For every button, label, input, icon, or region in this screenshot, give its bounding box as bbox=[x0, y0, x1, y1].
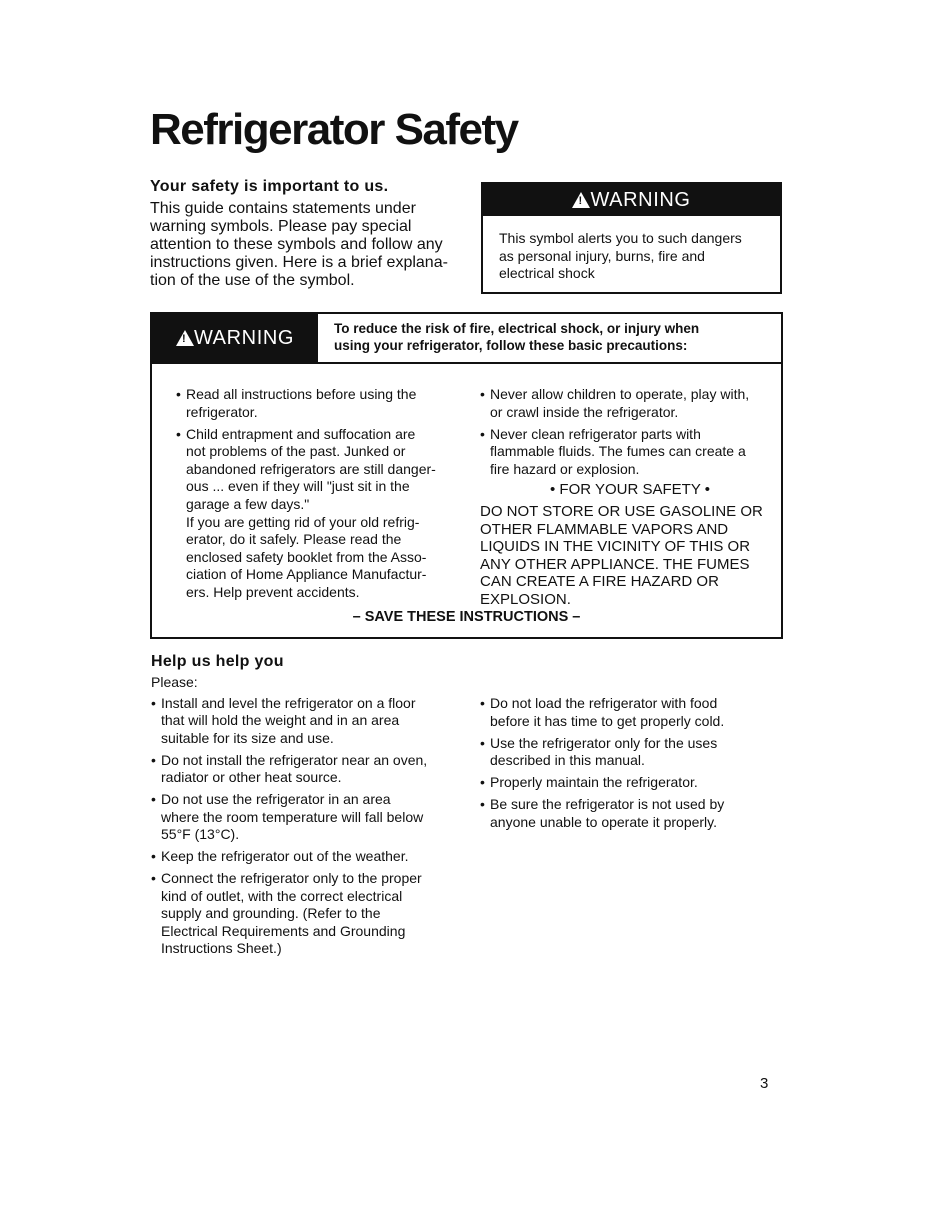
warning-precautions-bar bbox=[152, 314, 318, 362]
warning-symbol-box bbox=[481, 182, 782, 294]
text-line: warning symbols. Please pay special bbox=[150, 218, 412, 235]
text-line: that will hold the weight and in an area bbox=[161, 712, 400, 728]
text-line: before it has time to get properly cold. bbox=[490, 712, 725, 729]
text-line: ciation of Home Appliance Manufactur- bbox=[186, 566, 427, 582]
text-line: DO NOT STORE OR USE GASOLINE OR bbox=[480, 503, 763, 520]
text-line: CAN CREATE A FIRE HAZARD OR bbox=[480, 573, 719, 590]
text-line: abandoned refrigerators are still danger- bbox=[186, 460, 436, 477]
text-line: • Never clean refrigerator parts with bbox=[490, 425, 701, 442]
text-line: or crawl inside the refrigerator. bbox=[490, 403, 679, 420]
list-item bbox=[480, 796, 780, 831]
help-section bbox=[151, 653, 471, 962]
warning-triangle-icon bbox=[572, 192, 590, 208]
text-line: • Install and level the refrigerator on a floor bbox=[161, 694, 416, 711]
text-line: anyone unable to operate it properly. bbox=[490, 813, 718, 830]
text-line: EXPLOSION. bbox=[480, 590, 571, 608]
text-line: • Be sure the refrigerator is not used by bbox=[490, 796, 725, 812]
text-line: erator, do it safely. Please read the bbox=[186, 531, 402, 547]
text-line: • Connect the refrigerator only to the proper bbox=[161, 870, 422, 886]
list-item bbox=[480, 426, 780, 479]
list-item bbox=[480, 774, 780, 792]
help-right-list bbox=[480, 695, 780, 831]
text-line: • Child entrapment and suffocation are bbox=[186, 425, 416, 442]
help-heading: Help us help you bbox=[151, 653, 284, 670]
list-item bbox=[151, 791, 471, 844]
warning-symbol-text bbox=[483, 216, 780, 283]
text-line: enclosed safety booklet from the Asso- bbox=[186, 548, 427, 565]
help-left-list bbox=[151, 695, 471, 958]
list-item bbox=[480, 695, 780, 730]
text-line: radiator or other heat source. bbox=[161, 769, 342, 785]
save-instructions: – SAVE THESE INSTRUCTIONS – bbox=[352, 609, 581, 625]
text-line: Electrical Requirements and Grounding bbox=[161, 922, 406, 939]
text-line: where the room temperature will fall below bbox=[161, 808, 424, 825]
help-please: Please: bbox=[151, 674, 198, 690]
precautions-right-list bbox=[480, 386, 780, 478]
text-line: ANY OTHER APPLIANCE. THE FUMES bbox=[480, 555, 750, 573]
list-item bbox=[480, 735, 780, 770]
list-item bbox=[151, 752, 471, 787]
help-right-column bbox=[480, 695, 780, 836]
text-line: This symbol alerts you to such dangers bbox=[499, 230, 742, 246]
text-line: tion of the use of the symbol. bbox=[150, 272, 355, 289]
text-line: • Use the refrigerator only for the uses bbox=[490, 734, 718, 751]
flammable-warning-text bbox=[480, 503, 780, 608]
text-line: To reduce the risk of fire, electrical shock, or injury when bbox=[334, 321, 700, 336]
warning-precautions-box bbox=[150, 312, 783, 639]
disposal-note bbox=[176, 514, 466, 602]
for-your-safety-heading: • FOR YOUR SAFETY • bbox=[550, 480, 710, 498]
text-line: fire hazard or explosion. bbox=[490, 460, 640, 477]
intro-heading: Your safety is important to us. bbox=[150, 178, 389, 195]
precautions-right-column bbox=[480, 386, 780, 608]
warning-precautions-label: WARNING bbox=[193, 326, 295, 349]
page-number: 3 bbox=[760, 1075, 769, 1092]
list-item bbox=[480, 386, 780, 421]
list-item bbox=[176, 426, 466, 514]
text-line: refrigerator. bbox=[186, 403, 258, 420]
text-line: attention to these symbols and follow any bbox=[150, 236, 443, 253]
text-line: • Do not install the refrigerator near an oven, bbox=[161, 751, 428, 768]
text-line: • Do not use the refrigerator in an area bbox=[161, 791, 391, 807]
text-line: not problems of the past. Junked or bbox=[186, 443, 406, 459]
text-line: suitable for its size and use. bbox=[161, 729, 334, 746]
text-line: electrical shock bbox=[499, 265, 595, 281]
list-item bbox=[176, 386, 466, 421]
warning-symbol-label: WARNING bbox=[590, 188, 691, 211]
text-line: ous ... even if they will "just sit in the bbox=[186, 478, 410, 494]
text-line: • Keep the refrigerator out of the weather. bbox=[161, 848, 409, 864]
precautions-left-column bbox=[176, 386, 466, 601]
text-line: as personal injury, burns, fire and bbox=[499, 247, 705, 264]
text-line: Instructions Sheet.) bbox=[161, 940, 282, 956]
warning-precautions-lead bbox=[318, 314, 713, 362]
text-line: This guide contains statements under bbox=[150, 200, 416, 217]
list-item bbox=[151, 870, 471, 958]
warning-triangle-icon bbox=[176, 330, 194, 346]
text-line: ers. Help prevent accidents. bbox=[186, 583, 360, 600]
text-line: OTHER FLAMMABLE VAPORS AND bbox=[480, 520, 729, 538]
text-line: 55°F (13°C). bbox=[161, 826, 240, 842]
list-item bbox=[151, 848, 471, 866]
text-line: flammable fluids. The fumes can create a bbox=[490, 443, 746, 459]
text-line: instructions given. Here is a brief explana- bbox=[150, 254, 448, 271]
list-item bbox=[151, 695, 471, 748]
text-line: • Read all instructions before using the bbox=[186, 386, 417, 402]
text-line: garage a few days." bbox=[186, 495, 310, 512]
text-line: If you are getting rid of your old refrig- bbox=[186, 513, 420, 530]
intro-text bbox=[150, 200, 470, 290]
text-line: • Do not load the refrigerator with food bbox=[490, 695, 718, 711]
intro-section bbox=[150, 178, 470, 290]
text-line: using your refrigerator, follow these basic precautions: bbox=[334, 338, 688, 353]
text-line: supply and grounding. (Refer to the bbox=[161, 905, 381, 921]
text-line: LIQUIDS IN THE VICINITY OF THIS OR bbox=[480, 538, 751, 555]
text-line: • Never allow children to operate, play with, bbox=[490, 386, 750, 402]
warning-symbol-bar bbox=[483, 184, 780, 216]
text-line: kind of outlet, with the correct electrical bbox=[161, 887, 403, 904]
warning-precautions-header bbox=[152, 314, 781, 364]
page-title: Refrigerator Safety bbox=[150, 105, 518, 154]
text-line: described in this manual. bbox=[490, 752, 645, 768]
precautions-left-list bbox=[176, 386, 466, 513]
text-line: • Properly maintain the refrigerator. bbox=[490, 774, 698, 790]
